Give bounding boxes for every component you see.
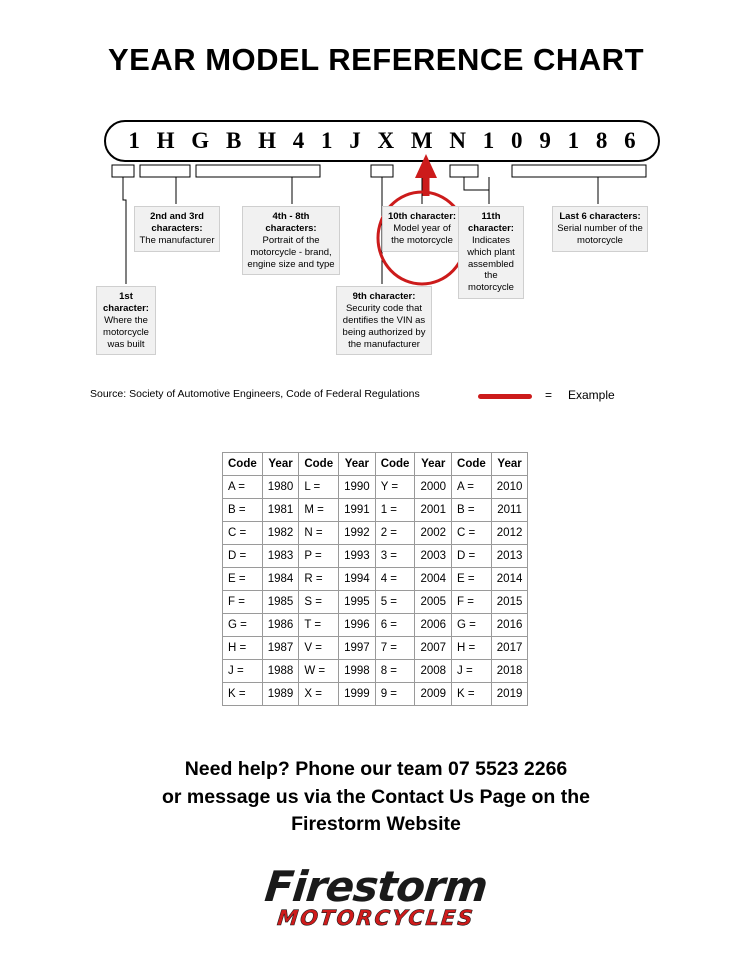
- vin-character: H: [258, 128, 276, 153]
- code-cell: B =: [452, 499, 492, 522]
- callout-body: Serial number of the motorcycle: [557, 222, 643, 246]
- year-cell: 1997: [339, 637, 376, 660]
- column-header: Code: [375, 453, 415, 476]
- year-cell: 2010: [491, 476, 528, 499]
- callout-heading: 1st character:: [103, 291, 149, 314]
- year-cell: 2004: [415, 568, 452, 591]
- code-cell: 9 =: [375, 683, 415, 706]
- year-cell: 2005: [415, 591, 452, 614]
- vin-character: 1: [320, 128, 333, 153]
- year-cell: 2009: [415, 683, 452, 706]
- year-cell: 1992: [339, 522, 376, 545]
- table-body: [223, 476, 528, 706]
- year-cell: 2006: [415, 614, 452, 637]
- callout-body: Model year of the motorcycle: [391, 222, 453, 246]
- table-row: [223, 568, 528, 591]
- callout-body: Portrait of the motorcycle - brand, engine size and type: [247, 234, 335, 270]
- code-cell: H =: [223, 637, 263, 660]
- code-cell: B =: [223, 499, 263, 522]
- table-row: [223, 499, 528, 522]
- vin-character: 9: [539, 128, 551, 153]
- callout-body: The manufacturer: [139, 234, 215, 246]
- code-cell: A =: [223, 476, 263, 499]
- callout-body: Where the motorcycle was built: [103, 314, 149, 350]
- column-header: Year: [491, 453, 528, 476]
- footer-line-1: Need help? Phone our team 07 5523 2266: [184, 758, 568, 780]
- code-cell: C =: [452, 522, 492, 545]
- year-cell: 2019: [491, 683, 528, 706]
- code-cell: 5 =: [375, 591, 415, 614]
- vin-character: 0: [511, 128, 523, 153]
- callout-heading: 10th character:: [387, 211, 457, 222]
- column-header: Year: [339, 453, 376, 476]
- callout-tenth-character: [382, 206, 462, 252]
- code-cell: K =: [452, 683, 492, 706]
- code-cell: 1 =: [375, 499, 415, 522]
- vin-character: 4: [292, 128, 305, 153]
- code-cell: Y =: [375, 476, 415, 499]
- callout-heading: 2nd and 3rd characters:: [150, 211, 204, 234]
- code-cell: H =: [452, 637, 492, 660]
- code-cell: K =: [223, 683, 263, 706]
- legend-equals: =: [545, 388, 553, 402]
- year-cell: 2016: [491, 614, 528, 637]
- table-row: [223, 476, 528, 499]
- table-row: [223, 545, 528, 568]
- vin-character: 6: [624, 128, 636, 153]
- legend-swatch-icon: [478, 394, 532, 399]
- year-cell: 1988: [262, 660, 299, 683]
- page-title: YEAR MODEL REFERENCE CHART: [107, 42, 645, 77]
- code-cell: 6 =: [375, 614, 415, 637]
- callout-eleventh-character: [458, 206, 524, 299]
- table-row: [223, 683, 528, 706]
- footer-line-2: or message us via the Contact Us Page on the: [161, 785, 591, 808]
- year-cell: 2007: [415, 637, 452, 660]
- year-cell: 1995: [339, 591, 376, 614]
- table-row: [223, 614, 528, 637]
- vin-character: N: [449, 128, 467, 153]
- callout-ninth-character: [336, 286, 432, 355]
- year-cell: 1991: [339, 499, 376, 522]
- code-cell: V =: [299, 637, 339, 660]
- code-cell: D =: [452, 545, 492, 568]
- vin-character: J: [349, 128, 361, 153]
- code-cell: 4 =: [375, 568, 415, 591]
- callout-heading: Last 6 characters:: [559, 211, 641, 222]
- code-cell: F =: [452, 591, 492, 614]
- year-cell: 2001: [415, 499, 452, 522]
- contact-footer: [0, 756, 752, 839]
- code-cell: E =: [452, 568, 492, 591]
- vin-character: B: [225, 128, 242, 153]
- vin-character: X: [377, 128, 395, 153]
- table-row: [223, 660, 528, 683]
- vin-character: 1: [567, 128, 580, 153]
- column-header: Year: [262, 453, 299, 476]
- year-cell: 1999: [339, 683, 376, 706]
- code-cell: P =: [299, 545, 339, 568]
- year-cell: 2011: [491, 499, 528, 522]
- code-cell: G =: [452, 614, 492, 637]
- callout-heading: 4th - 8th characters:: [265, 211, 317, 234]
- year-cell: 1982: [262, 522, 299, 545]
- year-cell: 1998: [339, 660, 376, 683]
- year-cell: 2014: [491, 568, 528, 591]
- year-cell: 2017: [491, 637, 528, 660]
- year-cell: 1980: [262, 476, 299, 499]
- code-cell: N =: [299, 522, 339, 545]
- year-cell: 2008: [415, 660, 452, 683]
- callout-second-third-characters: [134, 206, 220, 252]
- column-header: Year: [415, 453, 452, 476]
- callout-last-six-characters: [552, 206, 648, 252]
- code-cell: M =: [299, 499, 339, 522]
- year-cell: 2013: [491, 545, 528, 568]
- footer-line-3: Firestorm Website: [291, 813, 461, 836]
- callout-fourth-eighth-characters: [242, 206, 340, 275]
- vin-character: 8: [595, 128, 608, 153]
- callout-heading: 11th character:: [468, 211, 514, 234]
- vin-character: 1: [128, 128, 140, 153]
- source-note: Source: Society of Automotive Engineers, Code of Federal Regulations: [90, 388, 420, 400]
- code-cell: A =: [452, 476, 492, 499]
- table-header-row: [223, 453, 528, 476]
- code-cell: C =: [223, 522, 263, 545]
- year-cell: 1984: [262, 568, 299, 591]
- code-cell: 8 =: [375, 660, 415, 683]
- callout-first-character: [96, 286, 156, 355]
- column-header: Code: [299, 453, 339, 476]
- year-cell: 2012: [491, 522, 528, 545]
- code-cell: L =: [299, 476, 339, 499]
- year-cell: 2018: [491, 660, 528, 683]
- code-cell: G =: [223, 614, 263, 637]
- year-cell: 1987: [262, 637, 299, 660]
- year-cell: 1993: [339, 545, 376, 568]
- year-cell: 1989: [262, 683, 299, 706]
- year-cell: 1986: [262, 614, 299, 637]
- column-header: Code: [223, 453, 263, 476]
- code-cell: W =: [299, 660, 339, 683]
- year-cell: 2002: [415, 522, 452, 545]
- year-cell: 1985: [262, 591, 299, 614]
- year-cell: 1983: [262, 545, 299, 568]
- vin-character-highlighted: M: [410, 128, 433, 153]
- year-cell: 1996: [339, 614, 376, 637]
- table-row: [223, 637, 528, 660]
- year-code-table: [222, 452, 528, 706]
- code-cell: 2 =: [375, 522, 415, 545]
- code-cell: 7 =: [375, 637, 415, 660]
- year-cell: 1990: [339, 476, 376, 499]
- callout-heading: 9th character:: [352, 291, 416, 302]
- code-cell: S =: [299, 591, 339, 614]
- code-cell: F =: [223, 591, 263, 614]
- year-cell: 2000: [415, 476, 452, 499]
- code-cell: J =: [223, 660, 263, 683]
- legend-label: Example: [568, 388, 615, 402]
- vin-character: H: [156, 128, 175, 153]
- code-cell: T =: [299, 614, 339, 637]
- code-cell: E =: [223, 568, 263, 591]
- vin-character: G: [191, 128, 210, 153]
- callout-body: Security code that dentifies the VIN as being authorized by the manufacturer: [342, 302, 426, 350]
- code-cell: R =: [299, 568, 339, 591]
- logo-primary-text: Firestorm: [262, 862, 490, 911]
- vin-character: 1: [482, 128, 495, 153]
- year-cell: 1981: [262, 499, 299, 522]
- code-cell: J =: [452, 660, 492, 683]
- code-cell: X =: [299, 683, 339, 706]
- year-cell: 2015: [491, 591, 528, 614]
- year-cell: 2003: [415, 545, 452, 568]
- table-row: [223, 522, 528, 545]
- column-header: Code: [452, 453, 492, 476]
- callout-body: Indicates which plant assembled the motorcycle: [467, 234, 515, 294]
- logo-secondary-text: MOTORCYCLES: [276, 906, 476, 930]
- code-cell: D =: [223, 545, 263, 568]
- vin-strip: [104, 120, 660, 162]
- firestorm-logo: [196, 862, 556, 936]
- code-cell: 3 =: [375, 545, 415, 568]
- table-row: [223, 591, 528, 614]
- year-cell: 1994: [339, 568, 376, 591]
